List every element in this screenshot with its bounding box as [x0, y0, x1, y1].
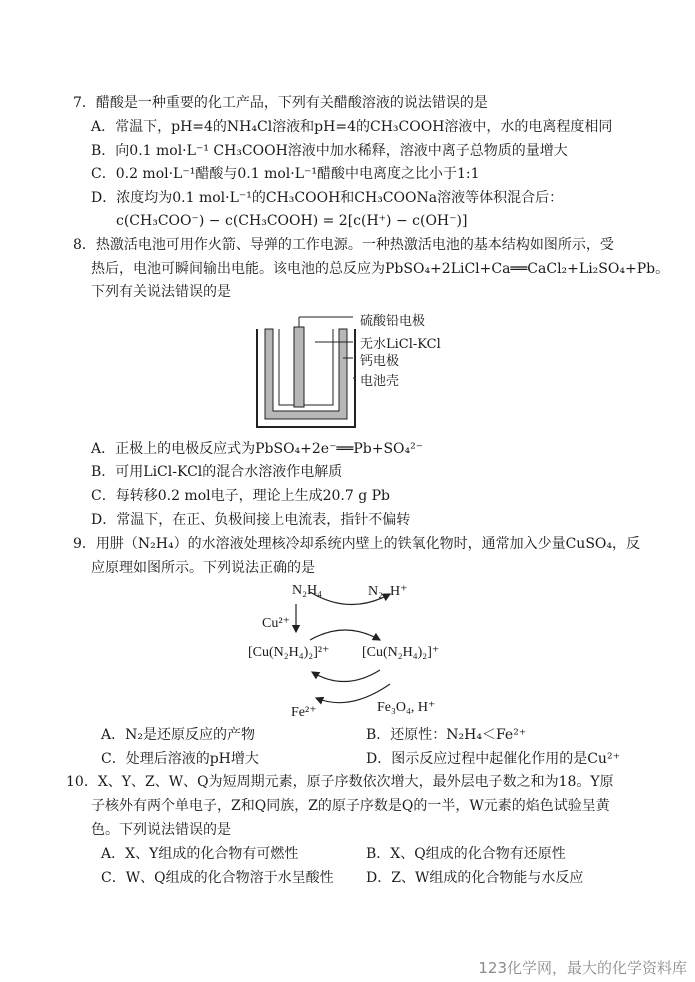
q8-option-c: C．每转移0.2 mol电子，理论上生成20.7 g Pb	[91, 488, 391, 504]
q8-stem-line2: 热后，电池可瞬间输出电能。该电池的总反应为PbSO₄+2LiCl+Ca══CaCl₂+Li₂SO₄+Pb。	[91, 261, 670, 277]
footer-watermark: 123化学网，最大的化学资料库	[478, 959, 687, 977]
q8-option-b: B．可用LiCl-KCl的混合水溶液作电解质	[91, 464, 343, 480]
q10-stem-line3: 色。下列说法错误的是	[91, 822, 231, 838]
q7-option-d: D．浓度均为0.1 mol·L⁻¹的CH₃COOH和CH₃COONa溶液等体积混合后：	[91, 190, 564, 206]
q8-stem-line1: 8．热激活电池可用作火箭、导弹的工作电源。一种热激活电池的基本结构如图所示，受	[73, 237, 614, 253]
species-n2h4: N₂H₄	[292, 583, 322, 598]
q8-option-a: A．正极上的电极反应式为PbSO₄+2e⁻══Pb+SO₄²⁻	[91, 441, 424, 457]
q10-option-a: A．X、Y组成的化合物有可燃性	[101, 846, 299, 862]
q10-option-c: C．W、Q组成的化合物溶于水呈酸性	[101, 870, 334, 886]
q9-option-d: D．图示反应过程中起催化作用的是Cu²⁺	[366, 751, 620, 767]
label-electrolyte: 无水LiCl-KCl	[360, 337, 441, 352]
q7-option-a: A．常温下，pH=4的NH₄Cl溶液和pH=4的CH₃COOH溶液中，水的电离程度相同	[91, 119, 613, 135]
q10-stem-line1: 10．X、Y、Z、W、Q为短周期元素，原子序数依次增大，最外层电子数之和为18。Y原	[66, 774, 614, 790]
label-lead-sulfate-electrode: 硫酸铅电极	[360, 314, 426, 329]
species-cu2plus: Cu²⁺	[262, 616, 290, 631]
q7-option-b: B．向0.1 mol·L⁻¹ CH₃COOH溶液中加水稀释，溶液中离子总物质的量增大	[91, 143, 568, 159]
complex-return-arrow	[312, 670, 380, 682]
q8-option-d: D．常温下，在正、负极间接上电流表，指针不偏转	[91, 512, 411, 528]
complex-forward-arrow	[310, 630, 380, 640]
species-fe3o4-hplus: Fe₃O₄, H⁺	[377, 700, 436, 715]
q10-option-d: D．Z、W组成的化合物能与水反应	[366, 870, 584, 886]
species-n2-hplus: N₂, H⁺	[368, 584, 408, 599]
species-right-complex: [Cu(N₂H₄)₂]⁺	[362, 645, 440, 660]
q7-stem: 7．醋酸是一种重要的化工产品，下列有关醋酸溶液的说法错误的是	[73, 95, 488, 111]
q7-option-c: C．0.2 mol·L⁻¹醋酸与0.1 mol·L⁻¹醋酸中电离度之比小于1:1	[91, 166, 480, 182]
q9-option-b: B．还原性：N₂H₄＜Fe²⁺	[366, 727, 527, 743]
q10-option-b: B．X、Q组成的化合物有还原性	[366, 846, 566, 862]
q7-option-d-equation: c(CH₃COO⁻) − c(CH₃COOH) = 2[c(H⁺) − c(OH⁻)]	[116, 213, 468, 229]
q8-stem-line3: 下列有关说法错误的是	[91, 284, 231, 300]
q9-option-a: A．N₂是还原反应的产物	[101, 727, 255, 743]
lead-sulfate-electrode	[294, 327, 304, 407]
species-left-complex: [Cu(N₂H₄)₂]²⁺	[248, 645, 330, 660]
q9-stem-line1: 9．用肼（N₂H₄）的水溶液处理核冷却系统内壁上的铁氧化物时，通常加入少量CuSO₄，反	[73, 536, 640, 552]
label-battery-shell: 电池壳	[360, 374, 400, 389]
q9-stem-line2: 应原理如图所示。下列说法正确的是	[91, 560, 315, 576]
q10-stem-line2: 子核外有两个单电子，Z和Q同族，Z的原子序数是Q的一半，W元素的焰色试验呈黄	[91, 798, 610, 814]
label-calcium-electrode: 钙电极	[360, 354, 400, 369]
q9-option-c: C．处理后溶液的pH增大	[101, 751, 259, 767]
species-fe2plus: Fe²⁺	[291, 705, 317, 720]
